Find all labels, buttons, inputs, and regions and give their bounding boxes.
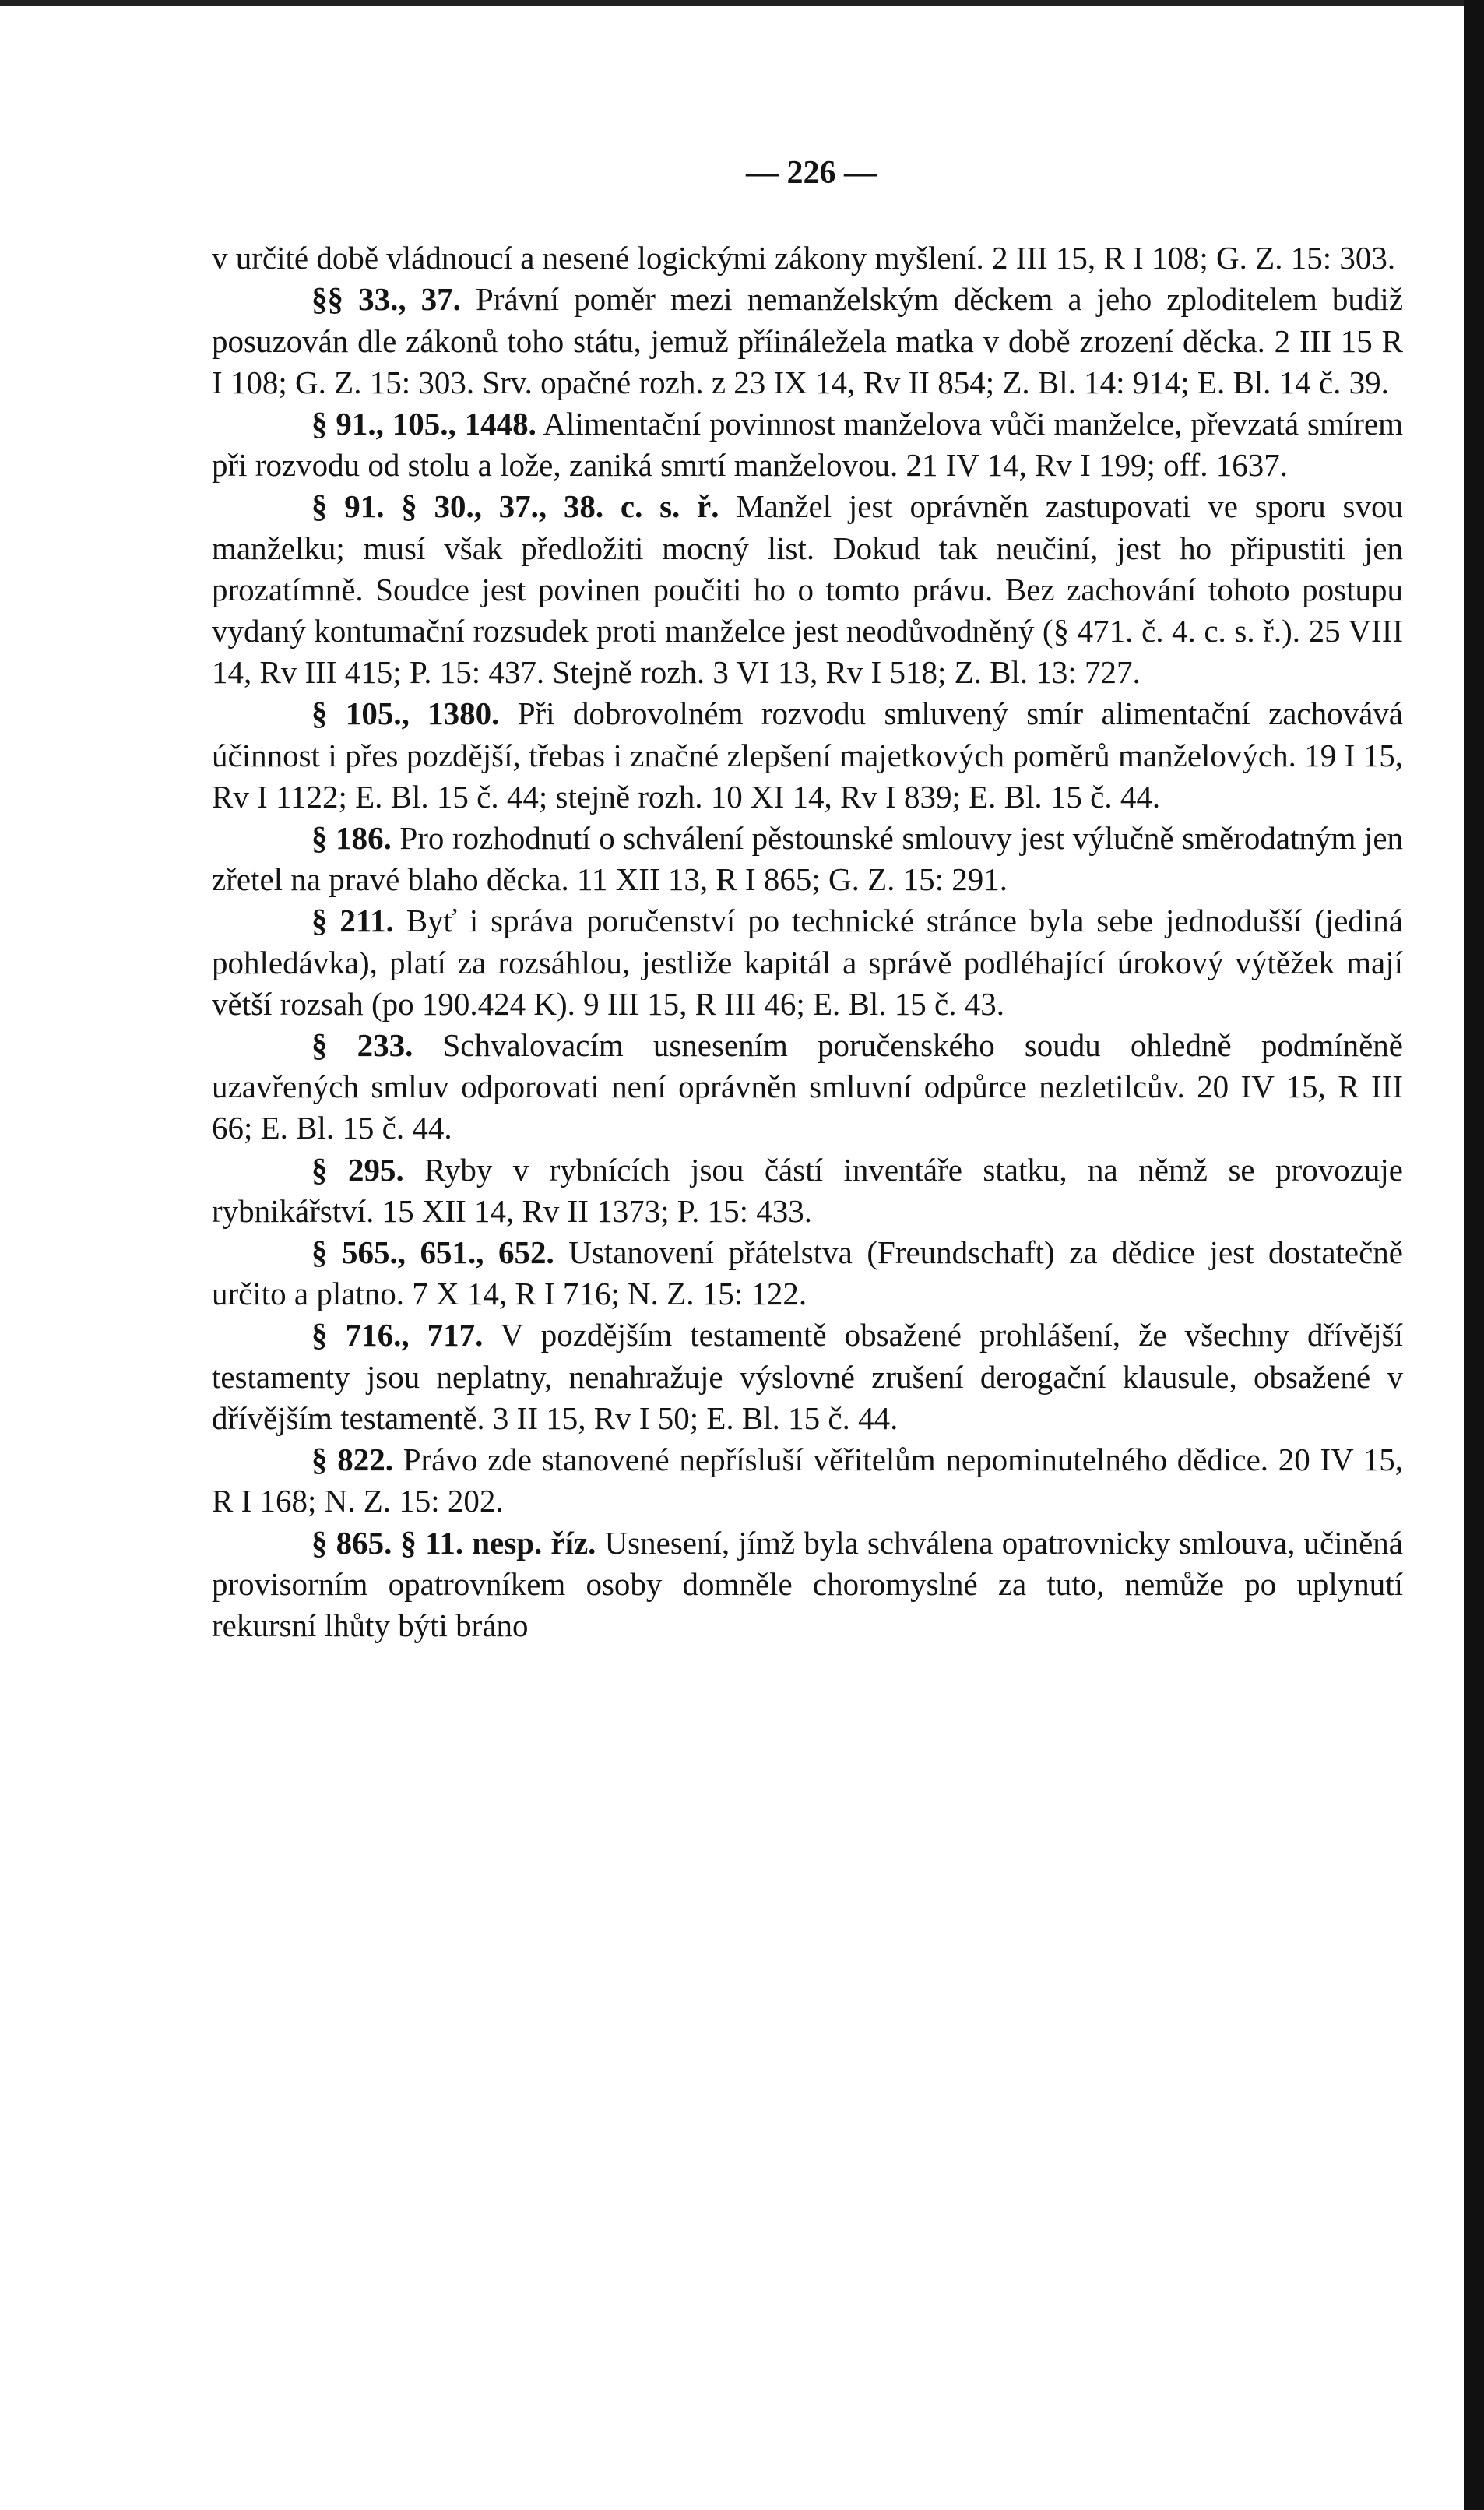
paragraph-entry [212,1025,1403,1149]
page-number: — 226 — [746,155,877,191]
section-reference: § 91., 105., 1448. [311,406,536,442]
paragraph-entry [212,1232,1403,1315]
paragraph-text: Manžel jest oprávněn zastupovati ve sporu svou manželku; musí však předložiti mocný list. Dokud tak neučiní, jest ho připustiti jen prozatímně. Soudce jest povinen poučiti ho o tomto právu. Bez zachování tohoto postupu vydaný kontumační rozsudek proti manželce jest neodůvodněný (§ 471. č. 4. c. s. ř.). 25 VIII 14, Rv III 415; P. 15: 437. Stejně rozh. 3 VI 13, Rv I 518; Z. Bl. 13: 727. [212,488,1403,691]
section-reference: § 865. § 11. nesp. říz. [311,1524,596,1561]
scan-right-edge [1464,0,1484,2510]
paragraph-text: Právní poměr mezi nemanželským děckem a jeho zploditelem budiž posuzován dle zákonů toho státu, jemuž příináležela matka v době zrození děcka. 2 III 15 R I 108; G. Z. 15: 303. Srv. opačné rozh. z 23 IX 14, Rv II 854; Z. Bl. 14: 914; E. Bl. 14 č. 39. [212,281,1404,400]
paragraph-text: Ryby v rybnících jsou částí inventáře statku, na němž se provozuje rybnikářství. 15 XII 14, Rv II 1373; P. 15: 433. [212,1151,1403,1229]
paragraph-entry [212,1315,1403,1439]
paragraph-text: Alimentační povinnost manželova vůči manželce, převzatá smírem při rozvodu od stolu a lože, zaniká smrtí manželovou. 21 IV 14, Rv I 199; off. 1637. [212,406,1403,484]
paragraph-text: Ustanovení přátelstva (Freundschaft) za dědice jest dostatečně určito a platno. 7 X 14, R I 716; N. Z. 15: 122. [212,1234,1404,1312]
paragraph-text: V pozdějším testamentě obsažené prohlášení, že všechny dřívější testamenty jsou neplatny, nenahražuje výslovné zrušení derogační klausule, obsažené v dřívějším testamentě. 3 II 15, Rv I 50; E. Bl. 15 č. 44. [212,1317,1403,1436]
page [212,153,1403,1646]
paragraph-text: Schvalovacím usnesením poručenského soudu ohledně podmíněně uzavřených smluv odporovati není oprávněn smluvní odpůrce nezletilcův. 20 IV 15, R III 66; E. Bl. 15 č. 44. [212,1027,1403,1146]
paragraph-entry [212,818,1403,900]
paragraph-entry [212,1149,1403,1232]
paragraph-text: Usnesení, jímž byla schválena opatrovnicky smlouva, učiněná provisorním opatrovníkem osoby domněle choromyslné za tuto, nemůže po uplynutí rekursní lhůty býti bráno [212,1524,1404,1643]
paragraph-text: Při dobrovolném rozvodu smluvený smír alimentační zachovává účinnost i přes pozdější, třebas i značné zlepšení majetkových poměrů manželových. 19 I 15, Rv I 1122; E. Bl. 15 č. 44; stejně rozh. 10 XI 14, Rv I 839; E. Bl. 15 č. 44. [212,695,1404,815]
section-reference: § 186. [311,820,392,857]
section-reference: § 716., 717. [311,1317,484,1354]
paragraph-text: Byť i správa poručenství po technické stránce byla sebe jednodušší (jediná pohledávka), platí za rozsáhlou, jestliže kapitál a správě podléhající úrokový výtěžek mají větší rozsah (po 190.424 K). 9 III 15, R III 46; E. Bl. 15 č. 43. [212,903,1403,1022]
section-reference: § 295. [311,1151,404,1188]
paragraph-entry [212,693,1403,818]
paragraph-entry [212,1439,1403,1522]
paragraph-text: v určité době vládnoucí a nesené logickými zákony myšlení. 2 III 15, R I 108; G. Z. 15: 303. [212,240,1396,276]
paragraph-entry [212,900,1403,1025]
section-reference: § 91. § 30., 37., 38. c. s. ř. [311,488,719,525]
section-reference: § 822. [311,1442,393,1478]
paragraph-continuation [212,238,1403,279]
scan-top-edge [0,0,1484,6]
section-reference: § 105., 1380. [311,695,500,732]
paragraph-text: Právo zde stanovené nepřísluší věřitelům nepominutelného dědice. 20 IV 15, R I 168; N. Z. 15: 202. [212,1442,1404,1519]
paragraph-text: Pro rozhodnutí o schválení pěstounské smlouvy jest výlučně směrodatným jen zřetel na pravé blaho děcka. 11 XII 13, R I 865; G. Z. 15: 291. [212,820,1404,898]
section-reference: §§ 33., 37. [311,281,461,318]
paragraph-entry [212,1523,1403,1647]
paragraph-entry [212,486,1403,693]
section-reference: § 211. [311,903,394,939]
section-reference: § 565., 651., 652. [311,1234,554,1271]
paragraph-entry [212,279,1403,403]
paragraph-entry [212,403,1403,486]
section-reference: § 233. [311,1027,413,1064]
